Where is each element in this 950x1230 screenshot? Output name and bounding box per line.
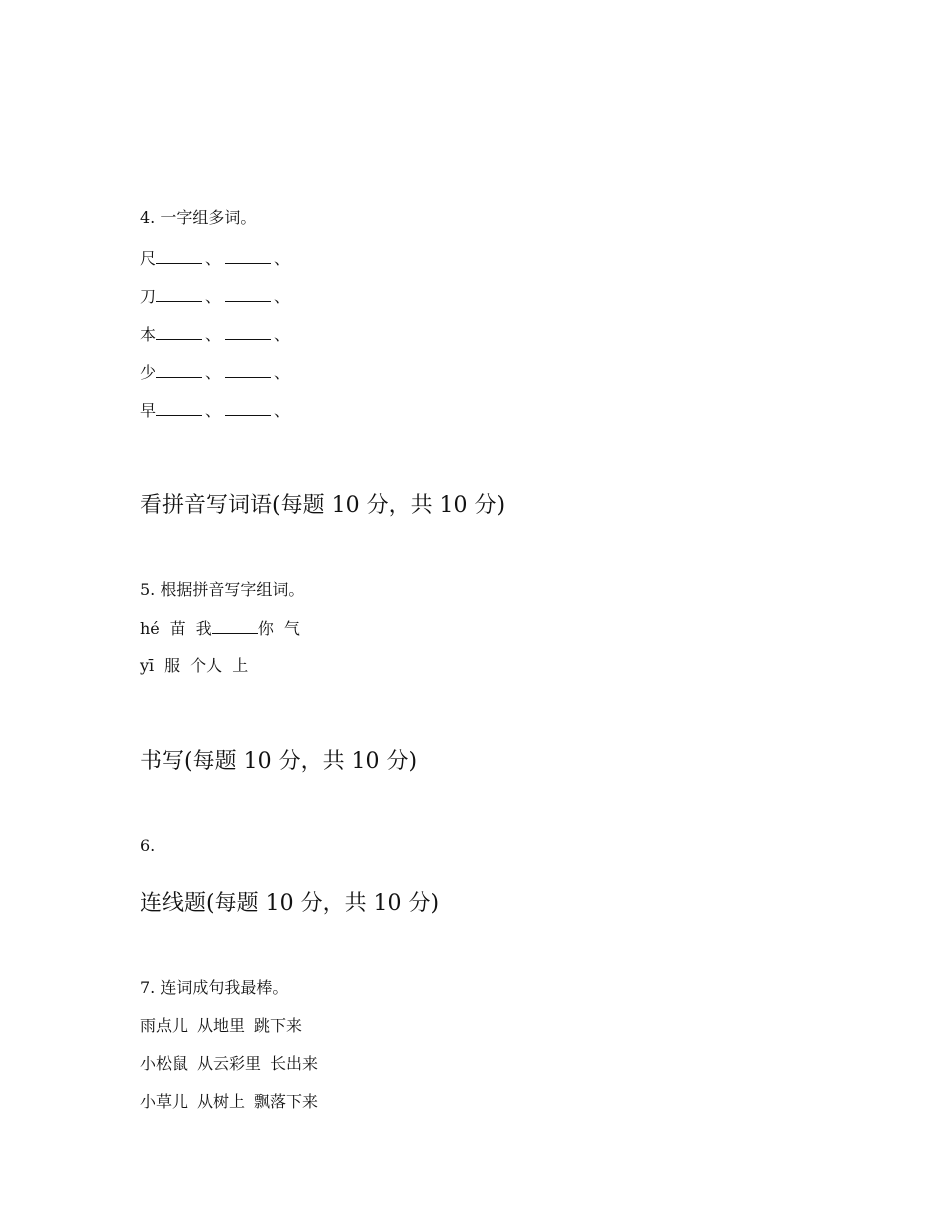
separator: 、 <box>205 249 222 268</box>
word: 个人 <box>190 656 223 675</box>
q6-title: 6. <box>140 836 156 855</box>
answer-blank[interactable] <box>225 400 271 416</box>
section-heading-writing: 书写(每题 10 分，共 10 分) <box>140 749 418 774</box>
separator: 、 <box>274 401 291 420</box>
q4-item <box>140 324 294 345</box>
q4-char: 少 <box>140 363 157 382</box>
answer-blank[interactable] <box>225 324 271 340</box>
separator: 、 <box>205 363 222 382</box>
answer-blank[interactable] <box>225 248 271 264</box>
q4-char: 本 <box>140 325 157 344</box>
q4-item <box>140 248 294 269</box>
word: 我 <box>195 619 212 638</box>
answer-blank[interactable] <box>156 286 202 302</box>
q5-row <box>140 618 300 639</box>
q4-item <box>140 362 294 383</box>
q4-title: 4. 一字组多词。 <box>140 208 257 227</box>
answer-blank[interactable] <box>212 618 258 634</box>
q7-row <box>140 1092 318 1112</box>
q7-row <box>140 1016 302 1036</box>
answer-blank[interactable] <box>225 286 271 302</box>
separator: 、 <box>274 249 291 268</box>
phrase[interactable]: 雨点儿 <box>140 1016 189 1035</box>
phrase[interactable]: 小松鼠 <box>140 1054 189 1073</box>
q4-item <box>140 400 294 421</box>
word: 服 <box>164 656 181 675</box>
q4-char: 刀 <box>140 287 157 306</box>
answer-blank[interactable] <box>156 324 202 340</box>
word: 你 <box>257 619 274 638</box>
word: 气 <box>283 619 300 638</box>
q5-row <box>140 656 248 676</box>
phrase[interactable]: 跳下来 <box>254 1016 303 1035</box>
answer-blank[interactable] <box>225 362 271 378</box>
answer-blank[interactable] <box>156 248 202 264</box>
q4-char: 早 <box>140 401 157 420</box>
separator: 、 <box>274 325 291 344</box>
pinyin: yī <box>140 656 155 675</box>
answer-blank[interactable] <box>156 362 202 378</box>
phrase[interactable]: 从云彩里 <box>197 1054 262 1073</box>
word: 上 <box>232 656 249 675</box>
q7-row <box>140 1054 318 1074</box>
separator: 、 <box>205 401 222 420</box>
q4-item <box>140 286 294 307</box>
phrase[interactable]: 从树上 <box>197 1092 246 1111</box>
separator: 、 <box>205 325 222 344</box>
separator: 、 <box>205 287 222 306</box>
q5-title: 5. 根据拼音写字组词。 <box>140 580 305 599</box>
phrase[interactable]: 飘落下来 <box>254 1092 319 1111</box>
pinyin: hé <box>140 619 160 638</box>
section-heading-matching: 连线题(每题 10 分，共 10 分) <box>140 891 440 916</box>
phrase[interactable]: 从地里 <box>197 1016 246 1035</box>
phrase[interactable]: 长出来 <box>270 1054 319 1073</box>
q7-title: 7. 连词成句我最棒。 <box>140 978 289 997</box>
separator: 、 <box>274 363 291 382</box>
answer-blank[interactable] <box>156 400 202 416</box>
phrase[interactable]: 小草儿 <box>140 1092 189 1111</box>
section-heading-pinyin: 看拼音写词语(每题 10 分，共 10 分) <box>140 493 506 518</box>
separator: 、 <box>274 287 291 306</box>
word: 苗 <box>169 619 186 638</box>
q4-char: 尺 <box>140 249 157 268</box>
